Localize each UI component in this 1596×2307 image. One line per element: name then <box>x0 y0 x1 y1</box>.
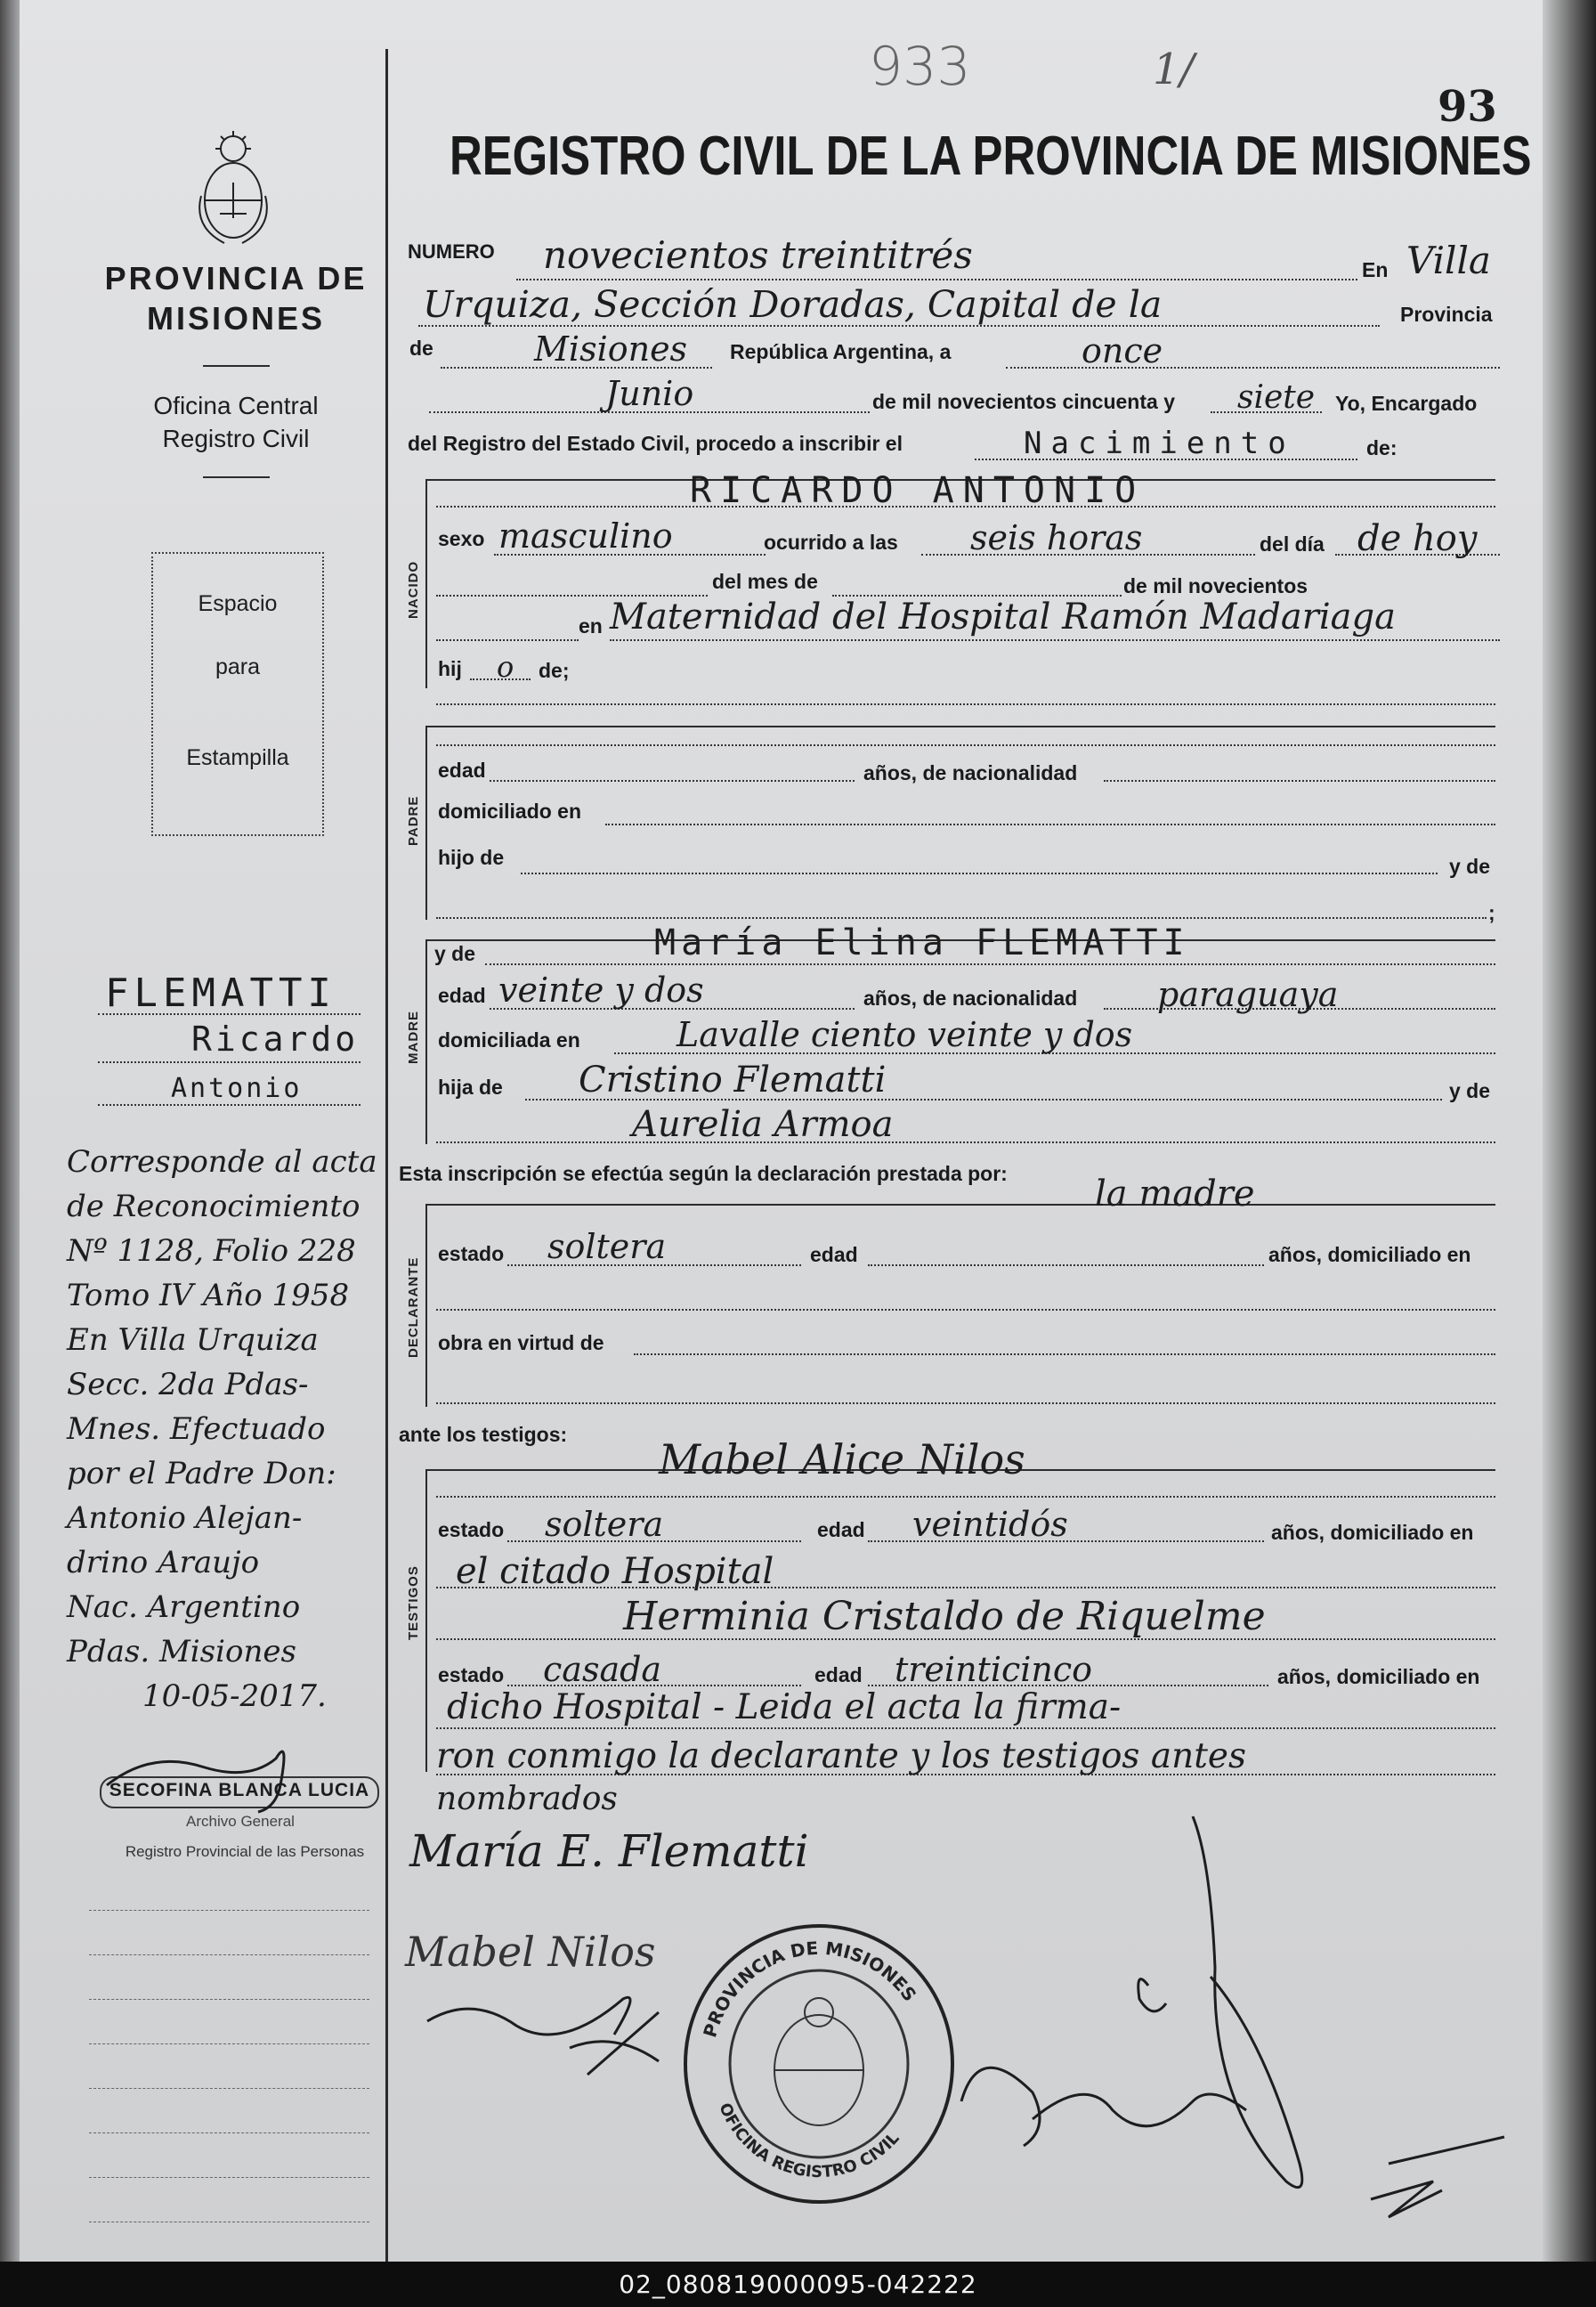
line <box>427 1204 1495 1206</box>
reconocimiento-note-line: Nº 1128, Folio 228 <box>67 1233 356 1269</box>
field-mes: Junio <box>605 374 694 413</box>
margin-blank-line <box>89 1954 369 1955</box>
province-heading-line2: MISIONES <box>146 300 326 337</box>
label-sexo: sexo <box>438 527 485 550</box>
label-registro: del Registro del Estado Civil, procedo a inscribir el <box>408 432 903 455</box>
margin-blank-line <box>89 2177 369 2178</box>
section-label-declarante: DECLARANTE <box>406 1256 421 1358</box>
closing-line1: ron conmigo la declarante y los testigos antes <box>436 1736 1246 1776</box>
margin-surname: FLEMATTI <box>105 971 336 1016</box>
reconocimiento-note-line: Tomo IV Año 1958 <box>67 1278 350 1313</box>
divider <box>203 476 270 478</box>
field-madre-nombre: María Elina FLEMATTI <box>654 922 1190 963</box>
line <box>610 639 1500 641</box>
label-edad-t1: edad <box>817 1518 865 1541</box>
padre-bracket <box>425 726 427 920</box>
reconocimiento-note-line: Nac. Argentino <box>67 1589 301 1625</box>
label-hija-de: hija de <box>438 1076 503 1099</box>
label-edad-padre: edad <box>438 759 486 782</box>
label-hijo-de: hijo de <box>438 846 505 869</box>
field-madre-padre: Cristino Flematti <box>579 1060 887 1101</box>
archive-stamp-line3: Registro Provincial de las Personas <box>125 1843 365 1860</box>
label-domiciliada: domiciliada en <box>438 1028 580 1052</box>
field-t1-edad: veintidós <box>912 1505 1068 1544</box>
label-estado-t1: estado <box>438 1518 505 1541</box>
line <box>436 1727 1495 1729</box>
reconocimiento-note-line: En Villa Urquiza <box>67 1322 319 1358</box>
reconocimiento-note-line: Pdas. Misiones <box>67 1634 296 1669</box>
field-t1-estado: soltera <box>545 1505 664 1544</box>
stamp-box-line3: Estampilla <box>186 745 289 770</box>
label-estado-decl: estado <box>438 1242 505 1265</box>
line <box>441 367 712 369</box>
margin-given-name2: Antonio <box>171 1073 303 1104</box>
label-provincia: Provincia <box>1400 303 1493 326</box>
field-madre-nac: paraguaya <box>1157 975 1339 1014</box>
line <box>516 279 1357 280</box>
section-label-madre: MADRE <box>406 1011 421 1064</box>
label-en2: en <box>579 614 603 638</box>
reconocimiento-note-line: Mnes. Efectuado <box>67 1411 326 1447</box>
label-y-de-madre2: y de <box>1449 1079 1491 1102</box>
seal-bottom-text: OFICINA REGISTRO CIVIL <box>715 2100 903 2182</box>
field-testigo1: Mabel Alice Nilos <box>659 1435 1025 1483</box>
line <box>605 824 1495 825</box>
field-madre-dom: Lavalle ciento veinte y dos <box>676 1015 1133 1054</box>
line <box>436 639 579 641</box>
divider <box>203 365 270 367</box>
margin-blank-line <box>89 1999 369 2000</box>
line <box>436 1309 1495 1311</box>
page-edge-shadow <box>1543 0 1596 2262</box>
document-title: REGISTRO CIVIL DE LA PROVINCIA DE MISIONES <box>450 126 1532 187</box>
label-hij: hij <box>438 657 462 680</box>
label-edad-decl: edad <box>810 1243 858 1266</box>
field-lugar2: Urquiza, Sección Doradas, Capital de la <box>423 283 1163 326</box>
label-numero: NUMERO <box>408 240 495 263</box>
archive-mark: 1/ <box>1153 45 1195 94</box>
stamp-box-line1: Espacio <box>198 591 278 616</box>
field-t2-edad: treinticinco <box>895 1650 1093 1689</box>
section-label-nacido: NACIDO <box>406 560 421 619</box>
argentine-coat-of-arms-icon <box>189 129 278 249</box>
archive-signature <box>98 1732 329 1821</box>
label-del-mes: del mes de <box>712 570 818 593</box>
office-line1: Oficina Central <box>153 392 319 419</box>
page-number: 93 <box>1438 82 1497 132</box>
label-obra: obra en virtud de <box>438 1331 604 1354</box>
line <box>868 1264 1264 1266</box>
label-ocurrido: ocurrido a las <box>764 531 898 554</box>
reconocimiento-note-line: Secc. 2da Pdas- <box>67 1367 309 1402</box>
reconocimiento-note-line: de Reconocimiento <box>67 1189 361 1224</box>
field-decl-estado: soltera <box>547 1227 667 1266</box>
label-edad-t2: edad <box>814 1663 863 1686</box>
margin-given-name1: Ricardo <box>191 1019 360 1059</box>
section-label-testigos: TESTIGOS <box>406 1565 421 1640</box>
label-de: de <box>409 337 433 360</box>
field-sexo: masculino <box>498 516 673 556</box>
margin-line <box>98 1104 361 1106</box>
field-t2-dom: dicho Hospital - Leida el acta la firma- <box>447 1687 1122 1727</box>
label-edad-madre: edad <box>438 984 486 1007</box>
margin-blank-line <box>89 2088 369 2089</box>
declarante-bracket <box>425 1204 427 1407</box>
field-testigo2: Herminia Cristaldo de Riquelme <box>623 1594 1266 1639</box>
label-inscripcion: Esta inscripción se efectúa según la declaración prestada por: <box>399 1162 1008 1185</box>
label-republica: República Argentina, a <box>730 340 952 363</box>
line <box>436 917 1487 919</box>
line <box>1104 780 1495 782</box>
signature-madre: María E. Flematti <box>409 1825 809 1877</box>
label-y-de-madre: y de <box>434 942 476 965</box>
archive-stamp-line1: SECOFINA BLANCA LUCIA <box>109 1780 370 1800</box>
label-mil-novecientos2: de mil novecientos <box>1123 574 1308 597</box>
field-provincia: Misiones <box>534 329 688 369</box>
reconocimiento-note-line: Corresponde al acta <box>67 1144 377 1180</box>
margin-blank-line <box>89 2132 369 2133</box>
archive-number: 933 <box>869 36 971 98</box>
margin-line <box>98 1013 361 1015</box>
stamp-box <box>151 552 324 836</box>
field-declarante: la madre <box>1095 1174 1255 1214</box>
field-dia: once <box>1082 331 1163 370</box>
field-madre-madre: Aurelia Armoa <box>632 1104 894 1145</box>
label-estado-t2: estado <box>438 1663 505 1686</box>
field-madre-edad: veinte y dos <box>498 971 704 1010</box>
official-seal-icon <box>676 1914 961 2208</box>
label-de2: de: <box>1366 436 1398 459</box>
reconocimiento-note-line: 10-05-2017. <box>142 1678 327 1714</box>
label-y-de-padre: y de <box>1449 855 1491 878</box>
left-column-divider <box>385 49 388 2262</box>
reconocimiento-note-line: drino Araujo <box>67 1545 260 1580</box>
archive-stamp-line2: Archivo General <box>186 1813 295 1830</box>
line <box>436 703 1495 705</box>
field-anio: siete <box>1237 379 1316 416</box>
field-lugar-nac: Maternidad del Hospital Ramón Madariaga <box>610 597 1396 638</box>
label-anos-dom-t1: años, domiciliado en <box>1271 1521 1474 1544</box>
signature-testigo: Mabel Nilos <box>405 1928 656 1976</box>
margin-blank-line <box>89 2043 369 2044</box>
testigos-bracket <box>425 1469 427 1772</box>
line <box>427 726 1495 727</box>
field-nombre-nacido: RICARDO ANTONIO <box>690 470 1146 511</box>
label-semicolon: ; <box>1488 901 1495 924</box>
line <box>436 1402 1495 1404</box>
label-domiciliado-padre: domiciliado en <box>438 800 582 823</box>
field-dia-nac: de hoy <box>1357 518 1478 559</box>
line <box>470 678 531 680</box>
label-en: En <box>1362 258 1389 281</box>
field-hora: seis horas <box>970 518 1143 557</box>
seal-top-text: PROVINCIA DE MISIONES <box>699 1937 921 2040</box>
margin-blank-line <box>89 1910 369 1911</box>
madre-bracket <box>425 939 427 1144</box>
field-t2-estado: casada <box>543 1650 662 1689</box>
line <box>521 873 1438 874</box>
line <box>436 1496 1495 1498</box>
field-hij-suffix: o <box>497 650 514 684</box>
nacido-bracket <box>425 479 427 688</box>
field-numero: novecientos treintitrés <box>543 233 973 277</box>
reconocimiento-note-line: Antonio Alejan- <box>67 1500 303 1536</box>
signature-strokes <box>409 1807 1522 2235</box>
label-yo-encargado: Yo, Encargado <box>1335 392 1478 415</box>
closing-line2: nombrados <box>436 1781 618 1817</box>
margin-line <box>98 1061 361 1063</box>
line <box>490 780 855 782</box>
label-de3: de; <box>539 659 570 682</box>
label-ante: ante los testigos: <box>399 1423 568 1446</box>
field-t1-dom: el citado Hospital <box>456 1551 774 1592</box>
label-anos-dom-decl: años, domiciliado en <box>1268 1243 1471 1266</box>
label-anos-nac-madre: años, de nacionalidad <box>863 987 1078 1010</box>
line <box>436 1141 1495 1143</box>
field-lugar: Villa <box>1406 239 1491 282</box>
label-mil-novecientos: de mil novecientos cincuenta y <box>872 390 1175 413</box>
line <box>485 963 1495 965</box>
section-label-padre: PADRE <box>406 795 421 846</box>
line <box>1006 367 1500 369</box>
scan-footer: 02_080819000095-042222 <box>0 2262 1596 2307</box>
label-anos-nac-padre: años, de nacionalidad <box>863 761 1078 784</box>
reconocimiento-note-line: por el Padre Don: <box>67 1456 336 1491</box>
field-acto: Nacimiento <box>1024 426 1295 461</box>
label-anos-dom-t2: años, domiciliado en <box>1277 1665 1480 1688</box>
province-heading-line1: PROVINCIA DE <box>104 260 368 296</box>
line <box>634 1353 1495 1355</box>
svg-text:PROVINCIA DE MISIONES <box>699 1937 920 2040</box>
office-line2: Registro Civil <box>162 425 310 452</box>
line <box>436 744 1495 746</box>
label-del-dia: del día <box>1260 532 1325 556</box>
stamp-box-line2: para <box>215 654 261 679</box>
